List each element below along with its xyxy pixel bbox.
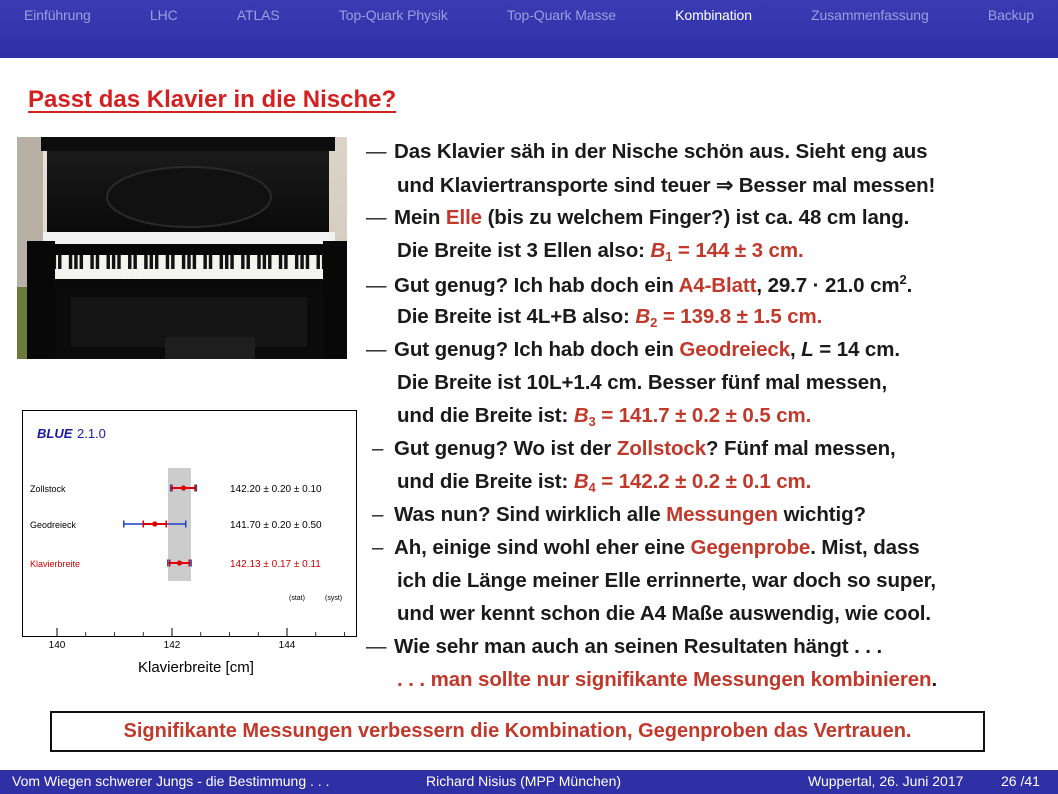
bullet-line: [366, 602, 931, 626]
chart-canvas: [22, 410, 357, 678]
piano-photo: [17, 137, 347, 359]
black-key: [317, 255, 320, 269]
black-key: [193, 255, 196, 269]
bullet-line: [366, 338, 900, 362]
black-key: [74, 255, 77, 269]
math-subscript: 3: [588, 414, 596, 429]
highlight-term: Elle: [445, 206, 482, 229]
black-key: [171, 255, 174, 269]
bullet-text: Gut genug? Ich hab doch ein: [394, 338, 680, 361]
black-key: [166, 255, 169, 269]
bullet-text: Ah, einige sind wohl eher eine: [394, 536, 691, 559]
math-value: = 142.2 ± 0.2 ± 0.1 cm.: [595, 470, 812, 493]
bullet-text: = 14 cm.: [813, 338, 900, 361]
bullet-line: [366, 404, 811, 429]
black-key: [295, 255, 298, 269]
math-subscript: 2: [650, 315, 658, 330]
bullet-text: ich die Länge meiner Elle errinnerte, war doch so super,: [397, 569, 936, 592]
black-key: [112, 255, 115, 269]
bullet-text: Wie sehr man auch an seinen Resultaten hängt . . .: [394, 635, 883, 658]
slide-title: Passt das Klavier in die Nische?: [28, 86, 397, 113]
bullet-line: [366, 371, 887, 395]
measurement-value: 142.20 ± 0.20 ± 0.10: [230, 484, 322, 495]
chart-xlabel: Klavierbreite [cm]: [138, 659, 254, 676]
math-symbol: L: [801, 338, 814, 361]
footer-author: Richard Nisius (MPP München): [426, 773, 622, 789]
black-key: [209, 255, 212, 269]
bullet-dash: —: [366, 635, 387, 658]
black-key: [263, 255, 266, 269]
nav-item-atlas[interactable]: ATLAS: [236, 7, 280, 23]
nav-item-backup[interactable]: Backup: [987, 7, 1034, 23]
measurement-label: Klavierbreite: [30, 559, 81, 569]
black-key: [117, 255, 120, 269]
nav-item-lhc[interactable]: LHC: [149, 7, 178, 23]
bullet-line: [366, 635, 882, 659]
bullet-line: [366, 536, 920, 560]
measurement-point: [177, 560, 182, 565]
highlight-term: Messungen: [666, 503, 778, 526]
bullet-dash: —: [366, 274, 387, 297]
black-key: [144, 255, 147, 269]
footer-page-number: 26 /41: [1001, 773, 1040, 789]
black-key: [230, 255, 233, 269]
column-header-syst: (syst): [325, 595, 343, 602]
footer-venue-date: Wuppertal, 26. Juni 2017: [808, 773, 964, 789]
bullet-text: , 29.7 · 21.0 cm: [756, 274, 900, 297]
bullet-text: . Mist, dass: [810, 536, 920, 559]
bullet-text: und wer kennt schon die A4 Maße auswendig, wie cool.: [397, 602, 931, 625]
x-tick-label: 140: [48, 640, 66, 651]
measurement-value: 141.70 ± 0.20 ± 0.50: [230, 520, 322, 531]
black-key: [225, 255, 228, 269]
bullet-text: und Klaviertransporte sind teuer ⇒ Besser mal messen!: [397, 174, 936, 197]
bullet-text: Die Breite ist 4L+B also:: [397, 305, 636, 328]
bullet-line: [366, 206, 909, 230]
black-key: [58, 255, 61, 269]
x-tick-label: 144: [278, 640, 296, 651]
nav-list: [0, 0, 1058, 23]
nav-item-top-quark-masse[interactable]: Top-Quark Masse: [506, 7, 616, 23]
math-value: = 141.7 ± 0.2 ± 0.5 cm.: [595, 404, 812, 427]
black-key: [69, 255, 72, 269]
bullet-text: Das Klavier säh in der Nische schön aus. Sieht eng aus: [394, 140, 928, 163]
nav-item-kombination[interactable]: Kombination: [675, 7, 752, 23]
bullet-text: Gut genug? Wo ist der: [394, 437, 617, 460]
bullet-text: ? Fünf mal messen,: [706, 437, 896, 460]
blue-combination-chart: [22, 410, 357, 678]
black-key: [128, 255, 131, 269]
bullet-line: [366, 272, 912, 298]
nav-item-zusammenfassung[interactable]: Zusammenfassung: [811, 7, 929, 23]
math-symbol: B: [573, 404, 589, 427]
black-key: [187, 255, 190, 269]
black-key: [150, 255, 153, 269]
bullet-line: [366, 140, 928, 164]
highlight-term: Geodreieck: [679, 338, 791, 361]
bullet-text: ,: [790, 338, 802, 361]
bullet-line: [366, 239, 804, 264]
black-key: [284, 255, 287, 269]
bullet-text: Gut genug? Ich hab doch ein: [394, 274, 679, 297]
bullet-dash: –: [372, 503, 384, 526]
chart-title: BLUE: [37, 426, 73, 441]
black-key: [257, 255, 260, 269]
bullet-text: (bis zu welchem Finger?) ist ca. 48 cm lang.: [481, 206, 910, 229]
math-symbol: B: [650, 239, 666, 262]
measurement-value: 142.13 ± 0.17 ± 0.11: [230, 559, 321, 570]
bullet-text: .: [906, 274, 913, 297]
bullet-dash: —: [366, 338, 387, 361]
bullet-dash: —: [366, 140, 387, 163]
measurement-label: Geodreieck: [30, 520, 77, 530]
black-key: [203, 255, 206, 269]
column-header-stat: (stat): [289, 595, 305, 602]
measurement-label: Zollstock: [30, 484, 66, 494]
black-key: [300, 255, 303, 269]
bullet-line: [366, 668, 937, 692]
measurement-point: [181, 485, 186, 490]
math-subscript: 1: [665, 249, 673, 264]
x-tick-label: 142: [163, 640, 181, 651]
bullet-text: und die Breite ist:: [397, 404, 574, 427]
black-key: [96, 255, 99, 269]
bullet-text: Was nun? Sind wirklich alle: [394, 503, 667, 526]
math-value: = 139.8 ± 1.5 cm.: [657, 305, 823, 328]
highlight-term: . . . man sollte nur signifikante Messungen kombinieren: [397, 668, 932, 691]
math-symbol: B: [573, 470, 589, 493]
black-key: [279, 255, 282, 269]
bullet-line: [366, 173, 935, 198]
bullet-line: [366, 305, 822, 330]
highlight-term: Gegenprobe: [690, 536, 811, 559]
black-key: [241, 255, 244, 269]
black-key: [80, 255, 83, 269]
math-subscript: 4: [588, 480, 596, 495]
top-navigation-bar: [0, 0, 1058, 58]
bullet-text: Die Breite ist 10L+1.4 cm. Besser fünf mal messen,: [397, 371, 888, 394]
bullet-line: [366, 437, 896, 461]
bullet-line: [366, 503, 866, 527]
bullet-dash: –: [372, 536, 384, 559]
bullet-line: [366, 470, 811, 495]
nav-item-einführung[interactable]: Einführung: [24, 7, 91, 23]
black-key: [182, 255, 185, 269]
black-key: [306, 255, 309, 269]
bullet-text: und die Breite ist:: [397, 470, 574, 493]
black-key: [133, 255, 136, 269]
measurement-point: [152, 521, 157, 526]
black-key: [90, 255, 93, 269]
footer-bar: [0, 770, 1058, 794]
math-value: = 144 ± 3 cm.: [672, 239, 804, 262]
bullet-dash: —: [366, 206, 387, 229]
bullet-text: Mein: [394, 206, 446, 229]
black-key: [155, 255, 158, 269]
bullet-text: Die Breite ist 3 Ellen also:: [397, 239, 651, 262]
black-key: [220, 255, 223, 269]
black-key: [247, 255, 250, 269]
bullet-line: [366, 569, 936, 593]
math-symbol: B: [635, 305, 651, 328]
black-key: [268, 255, 271, 269]
footer-talk-title: Vom Wiegen schwerer Jungs - die Bestimmung . . .: [12, 773, 330, 789]
nav-item-top-quark-physik[interactable]: Top-Quark Physik: [338, 7, 448, 23]
math-superscript: 2: [899, 272, 907, 287]
bullet-text: wichtig?: [777, 503, 866, 526]
highlight-term: A4-Blatt: [678, 274, 757, 297]
bullet-text: .: [931, 668, 938, 691]
highlight-term: Zollstock: [616, 437, 707, 460]
conclusion-box: Signifikante Messungen verbessern die Kombination, Gegenproben das Vertrauen.: [50, 711, 985, 752]
chart-subtitle: 2.1.0: [77, 426, 106, 441]
bullet-dash: –: [372, 437, 384, 460]
black-key: [107, 255, 110, 269]
